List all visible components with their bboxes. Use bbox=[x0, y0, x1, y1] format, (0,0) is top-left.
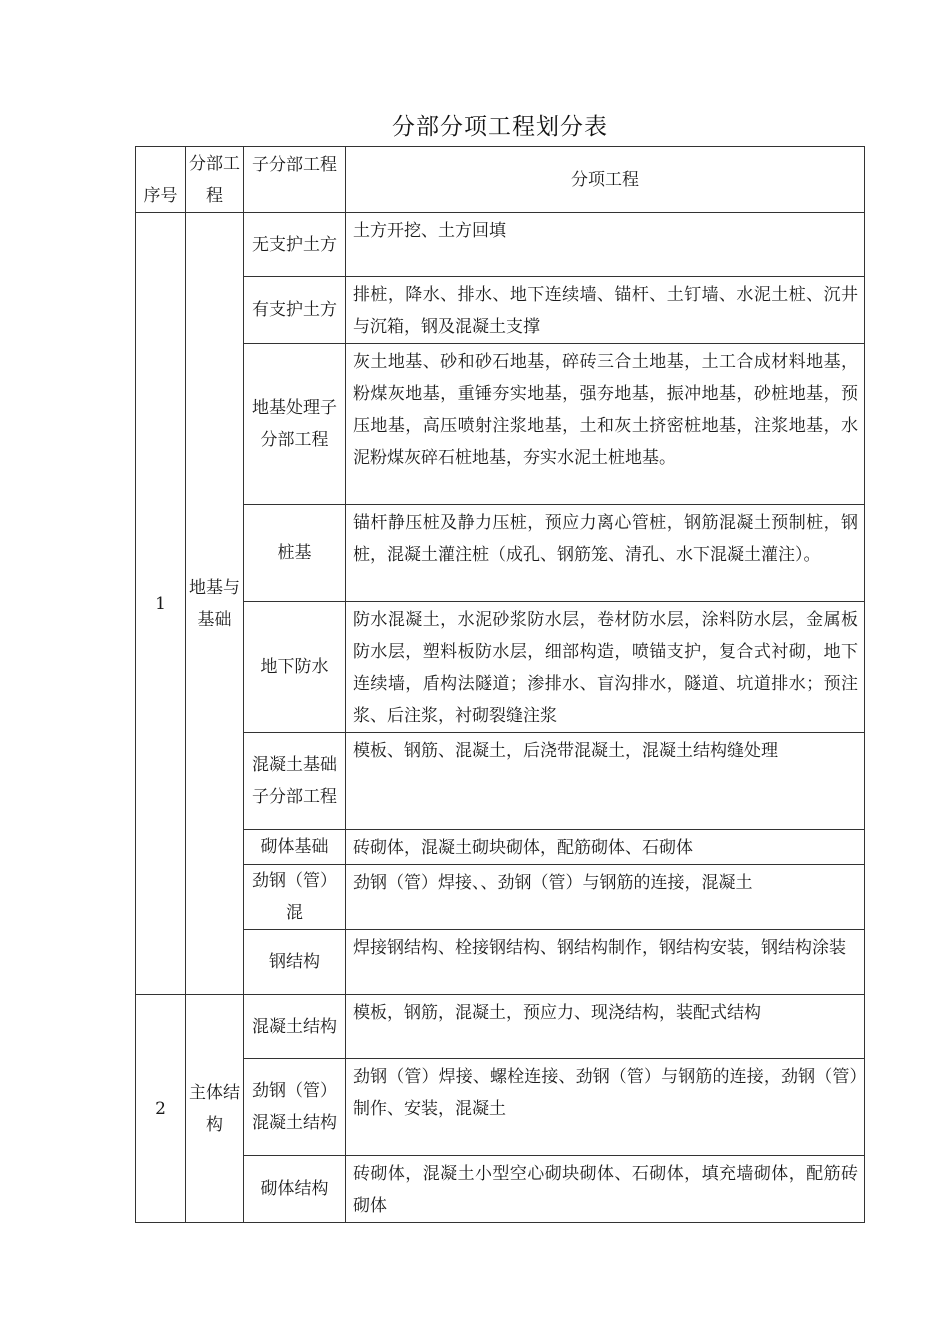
division-table bbox=[135, 146, 865, 1223]
items-cell: 砖砌体，混凝土砌块砌体，配筋砌体、石砌体 bbox=[346, 830, 865, 865]
subdivision-cell: 桩基 bbox=[244, 505, 346, 602]
subdivision-cell: 无支护土方 bbox=[244, 213, 346, 277]
subdivision-cell: 地下防水 bbox=[244, 602, 346, 733]
items-cell: 劲钢（管）焊接、、劲钢（管）与钢筋的连接，混凝土 bbox=[346, 865, 865, 930]
subdivision-cell: 钢结构 bbox=[244, 930, 346, 995]
items-cell: 劲钢（管）焊接、螺栓连接、劲钢（管）与钢筋的连接，劲钢（管）制作、安装，混凝土 bbox=[346, 1059, 865, 1156]
subdivision-cell: 砌体基础 bbox=[244, 830, 346, 865]
table-row bbox=[136, 995, 865, 1059]
header-seq: 序号 bbox=[136, 147, 186, 213]
subdivision-cell: 混凝土基础子分部工程 bbox=[244, 733, 346, 830]
table-row bbox=[136, 1059, 865, 1156]
table-header-row bbox=[136, 147, 865, 213]
header-subdivision: 子分部工程 bbox=[244, 147, 346, 213]
items-cell: 土方开挖、土方回填 bbox=[346, 213, 865, 277]
seq-cell: 1 bbox=[136, 213, 186, 995]
table-row bbox=[136, 865, 865, 930]
table-row bbox=[136, 733, 865, 830]
table-row bbox=[136, 830, 865, 865]
header-division: 分部工程 bbox=[186, 147, 244, 213]
subdivision-cell: 地基处理子分部工程 bbox=[244, 344, 346, 505]
subdivision-cell: 劲钢（管）混凝土结构 bbox=[244, 1059, 346, 1156]
page-title: 分部分项工程划分表 bbox=[392, 114, 608, 140]
items-cell: 排桩，降水、排水、地下连续墙、锚杆、土钉墙、水泥土桩、沉井与沉箱，钢及混凝土支撑 bbox=[346, 277, 865, 344]
table-row bbox=[136, 930, 865, 995]
seq-cell: 2 bbox=[136, 995, 186, 1223]
items-cell: 焊接钢结构、栓接钢结构、钢结构制作，钢结构安装，钢结构涂装 bbox=[346, 930, 865, 995]
table-row bbox=[136, 505, 865, 602]
items-cell: 砖砌体，混凝土小型空心砌块砌体、石砌体，填充墙砌体，配筋砖砌体 bbox=[346, 1156, 865, 1223]
subdivision-cell: 混凝土结构 bbox=[244, 995, 346, 1059]
items-cell: 锚杆静压桩及静力压桩，预应力离心管桩，钢筋混凝土预制桩，钢桩，混凝土灌注桩（成孔、钢筋笼、清孔、水下混凝土灌注）。 bbox=[346, 505, 865, 602]
items-cell: 模板，钢筋，混凝土，预应力、现浇结构，装配式结构 bbox=[346, 995, 865, 1059]
subdivision-cell: 有支护土方 bbox=[244, 277, 346, 344]
subdivision-cell: 砌体结构 bbox=[244, 1156, 346, 1223]
division-cell: 地基与基础 bbox=[186, 213, 244, 995]
table-row bbox=[136, 1156, 865, 1223]
table-row bbox=[136, 277, 865, 344]
items-cell: 防水混凝土，水泥砂浆防水层，卷材防水层，涂料防水层，金属板防水层，塑料板防水层，细部构造，喷锚支护，复合式衬砌，地下连续墙，盾构法隧道；渗排水、盲沟排水，隧道、坑道排水；预注浆、后注浆，衬砌裂缝注浆 bbox=[346, 602, 865, 733]
header-items: 分项工程 bbox=[346, 147, 865, 213]
table-row bbox=[136, 602, 865, 733]
items-cell: 灰土地基、砂和砂石地基，碎砖三合土地基，土工合成材料地基，粉煤灰地基，重锤夯实地基，强夯地基，振冲地基，砂桩地基，预压地基，高压喷射注浆地基，土和灰土挤密桩地基，注浆地基，水泥粉煤灰碎石桩地基，夯实水泥土桩地基。 bbox=[346, 344, 865, 505]
division-cell: 主体结构 bbox=[186, 995, 244, 1223]
items-cell: 模板、钢筋、混凝土，后浇带混凝土，混凝土结构缝处理 bbox=[346, 733, 865, 830]
subdivision-cell: 劲钢（管）混 bbox=[244, 865, 346, 930]
table-row bbox=[136, 344, 865, 505]
table-row bbox=[136, 213, 865, 277]
